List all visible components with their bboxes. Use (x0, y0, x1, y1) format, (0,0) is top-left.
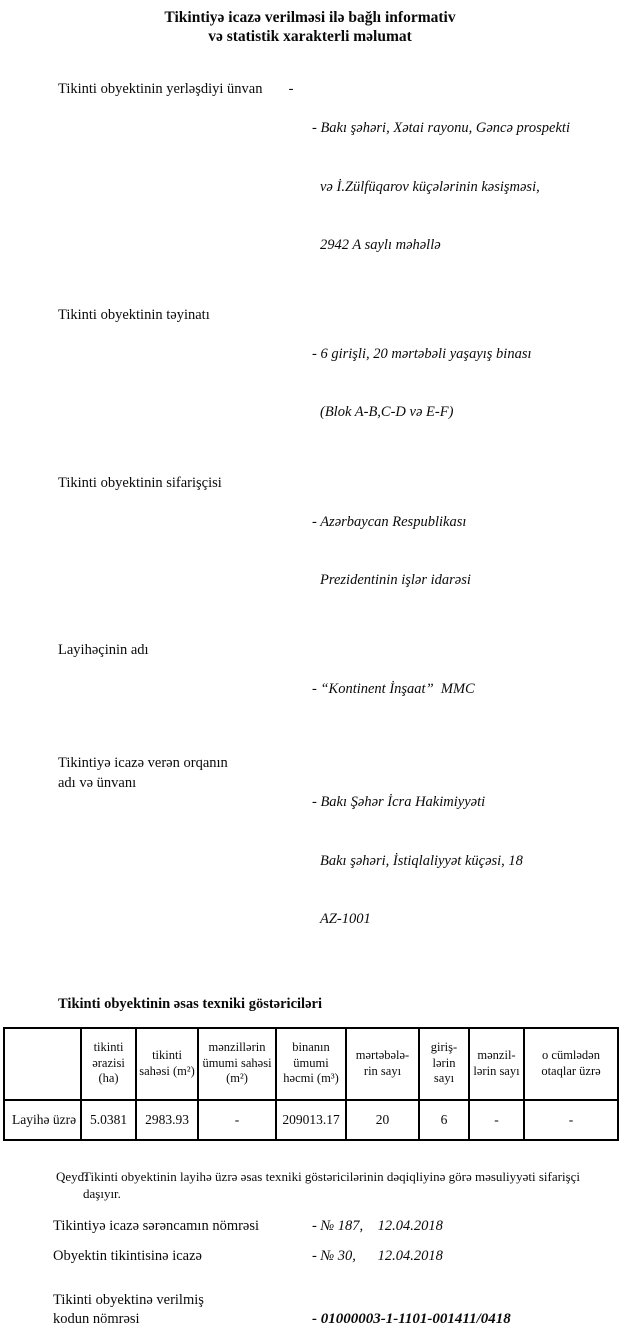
table-column-header-floors-count: mərtəbələ- rin sayı (346, 1028, 419, 1100)
table-cell-floors-count: 20 (346, 1100, 419, 1140)
technical-indicators-table (3, 1027, 619, 1141)
construction-permit-row (0, 1247, 620, 1267)
info-value-line: və İ.Zülfüqarov küçələrinin kəsişməsi, (320, 178, 540, 195)
table-column-header-empty (4, 1028, 81, 1100)
object-code-row (0, 1291, 620, 1330)
info-value-line: 2942 A saylı məhəllə (320, 237, 441, 253)
info-label-designer (58, 641, 312, 661)
table-cell-apartments-count: - (469, 1100, 524, 1140)
info-value-address (312, 80, 570, 295)
info-value-line: - Bakı şəhəri, Xətai rayonu, Gəncə prospekti (312, 120, 570, 136)
info-value-line: (Blok A-B,C-D və E-F) (320, 404, 454, 420)
info-label-line: Tikintiyə icazə verən orqanın (58, 755, 228, 771)
table-cell-rooms: - (524, 1100, 618, 1140)
info-value-line: Prezidentinin işlər idarəsi (320, 572, 471, 588)
note-block (0, 1168, 620, 1202)
permit-order-label: Tikintiyə icazə sərəncamın nömrəsi (53, 1217, 260, 1234)
info-label-line: Tikinti obyektinin sifarişçisi (58, 474, 222, 491)
info-row-authority (0, 754, 620, 969)
construction-permit-value: - № 30, 12.04.2018 (312, 1248, 443, 1264)
table-cell-entrances-count: 6 (419, 1100, 469, 1140)
info-row-customer (0, 474, 620, 630)
table-header-row (4, 1028, 618, 1100)
document-title (0, 0, 620, 46)
permit-order-value: - № 187, 12.04.2018 (312, 1217, 443, 1234)
table-row-label: Layihə üzrə (4, 1100, 81, 1140)
info-value-customer (312, 474, 471, 630)
table-cell-area-m2: 2983.93 (136, 1100, 198, 1140)
info-value-line: - 6 girişli, 20 mərtəbəli yaşayış binası (312, 345, 532, 362)
info-label-line: Layihəçinin adı (58, 641, 149, 658)
note-line: daşıyır. (83, 1185, 121, 1201)
info-row-address (0, 80, 620, 295)
object-code-label-line: kodun nömrəsi (53, 1311, 140, 1327)
info-section (0, 80, 620, 969)
info-label-authority (58, 754, 312, 793)
info-value-purpose (312, 306, 532, 462)
note-line: Tikinti obyektinin layihə üzrə əsas texniki göstəricilərinin dəqiqliyinə görə məsuliyyəti sifarişçi (83, 1168, 581, 1184)
table-column-header-entrances-count: giriş- lərin sayı (419, 1028, 469, 1100)
document-title-line2: və statistik xarakterli məlumat (208, 27, 412, 45)
table-section-heading: Tikinti obyektinin əsas texniki göstəriciləri (58, 995, 322, 1012)
table-column-header-building-volume: binanın ümumi həcmi (m³) (276, 1028, 346, 1100)
info-value-line: - Bakı Şəhər İcra Hakimiyyəti (312, 794, 486, 810)
document-title-line1: Tikintiyə icazə verilməsi ilə bağlı informativ (164, 9, 456, 26)
info-label-purpose (58, 306, 312, 326)
info-value-authority (312, 754, 523, 969)
info-value-line: - Azərbaycan Respublikası (312, 513, 467, 530)
table-cell-apartments-area: - (198, 1100, 276, 1140)
object-code-label (53, 1291, 312, 1330)
table-column-header-rooms: o cümlədən otaqlar üzrə (524, 1028, 618, 1100)
info-label-address (58, 80, 270, 100)
table-column-header-apartments-area: mənzillərin ümumi sahəsi (m²) (198, 1028, 276, 1100)
note-prefix: Qeyd: (56, 1168, 88, 1184)
object-code-label-line: Tikinti obyektinə verilmiş (53, 1291, 204, 1308)
table-cell-building-volume: 209013.17 (276, 1100, 346, 1140)
info-row-purpose (0, 306, 620, 462)
info-value-designer (312, 641, 475, 739)
info-label-line: adı və ünvanı (58, 774, 137, 791)
object-code-value: - 01000003-1-1101-001411/0418 (312, 1311, 511, 1327)
info-value-line: - “Kontinent İnşaat” MMC (312, 680, 475, 697)
table-row (4, 1100, 618, 1140)
table-cell-area-ha: 5.0381 (81, 1100, 136, 1140)
info-value-line: AZ-1001 (320, 911, 371, 927)
note-text (83, 1168, 588, 1202)
label-value-separator: - (288, 81, 294, 97)
info-value-line: Bakı şəhəri, İstiqlaliyyət küçəsi, 18 (320, 852, 523, 869)
construction-permit-label: Obyektin tikintisinə icazə (53, 1248, 202, 1264)
info-row-designer (0, 641, 620, 739)
info-label-line: Tikinti obyektinin təyinatı (58, 306, 210, 323)
table-column-header-apartments-count: mənzil- lərin sayı (469, 1028, 524, 1100)
info-label-customer (58, 474, 312, 494)
table-column-header-area-ha: tikinti ərazisi (ha) (81, 1028, 136, 1100)
info-label-line: Tikinti obyektinin yerləşdiyi ünvan (58, 81, 263, 97)
permit-order-row (0, 1217, 620, 1237)
table-column-header-area-m2: tikinti sahəsi (m²) (136, 1028, 198, 1100)
